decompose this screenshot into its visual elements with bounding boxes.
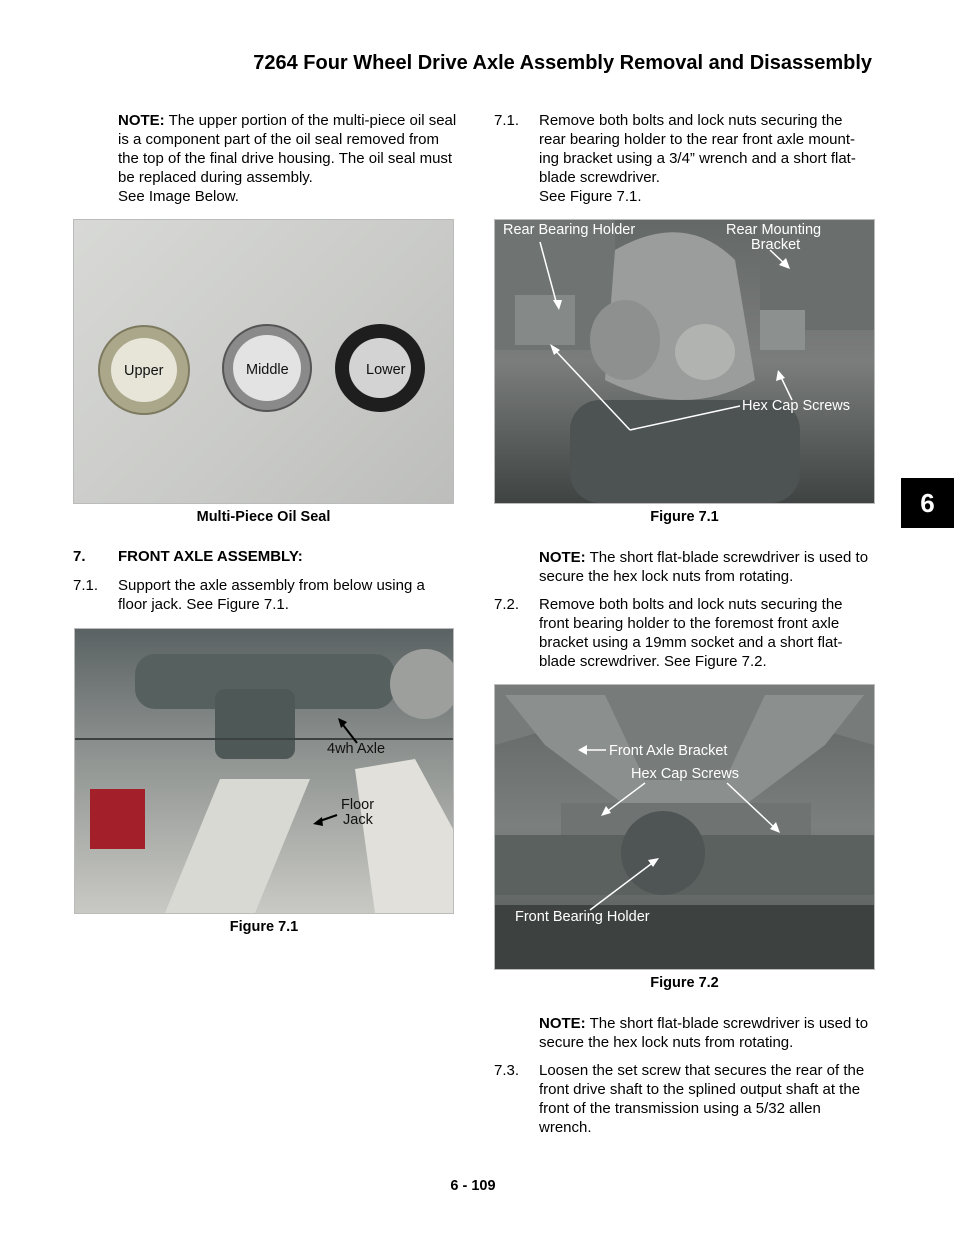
label-rear-bearing-holder: Rear Bearing Holder — [503, 222, 636, 238]
oil-seal-caption: Multi-Piece Oil Seal — [196, 509, 331, 525]
note2-label: NOTE: — [539, 1015, 586, 1032]
page-title: 7264 Four Wheel Drive Axle Assembly Removal and Disassembly — [253, 52, 872, 74]
note-text: The upper portion of the multi-piece oil seal is a component part of the oil seal removed from the top of the final drive housing. The oil seal must be replaced during assembly. — [118, 112, 457, 186]
jack-photo-caption: Figure 7.1 — [229, 919, 299, 935]
right-step2-number: 7.2. — [494, 596, 520, 613]
figure-7-2-photo — [494, 684, 875, 970]
note2-text: The short flat-blade screwdriver is used to secure the hex lock nuts from rotating. — [539, 1015, 869, 1051]
right-step2-text: Remove both bolts and lock nuts securing the front bearing holder to the foremost front axle bracket using a 19mm socket and a short flat-blade screwdriver. See Figure 7.2. — [539, 596, 843, 670]
right-step1-text: Remove both bolts and lock nuts securing the rear bearing holder to the rear front axle mount-ing bracket using a 3/4” wrench and a short flat-blade screwdriver. — [539, 112, 856, 186]
note1-label: NOTE: — [539, 549, 586, 566]
section-title: FRONT AXLE ASSEMBLY: — [118, 548, 303, 565]
figure-7-1-arrows — [495, 220, 874, 503]
page-number: 6 - 109 — [450, 1178, 496, 1194]
figure-7-1-caption: Figure 7.1 — [650, 509, 719, 525]
label-front-axle-bracket: Front Axle Bracket — [609, 743, 728, 759]
label-floor: Floor — [341, 797, 375, 813]
seal-label-middle: Middle — [246, 362, 289, 378]
right-note2 — [539, 1014, 871, 1052]
jack-photo — [74, 628, 454, 914]
left-step-text: Support the axle assembly from below using a floor jack. See Figure 7.1. — [118, 577, 425, 613]
right-step3-number: 7.3. — [494, 1062, 520, 1079]
right-step3-text: Loosen the set screw that secures the rear of the front drive shaft to the splined output shaft at the front of the transmission using a 5/32 allen wrench. — [539, 1062, 865, 1136]
seal-label-lower: Lower — [366, 362, 406, 378]
figure-7-1-photo — [494, 219, 875, 504]
section-number: 7. — [73, 548, 86, 565]
note1-text: The short flat-blade screwdriver is used to secure the hex lock nuts from rotating. — [539, 549, 869, 585]
label-4wh-axle: 4wh Axle — [327, 741, 386, 757]
chapter-tab[interactable]: 6 — [901, 478, 954, 528]
right-step1-see: See Figure 7.1. — [539, 188, 642, 205]
figure-7-2-arrows — [495, 685, 874, 969]
note-oil-seal — [118, 111, 458, 206]
note-see: See Image Below. — [118, 188, 239, 205]
right-step1-number: 7.1. — [494, 112, 520, 129]
jack-photo-arrows — [75, 629, 453, 913]
figure-7-2-caption: Figure 7.2 — [650, 975, 719, 991]
label-jack: Jack — [343, 812, 373, 828]
left-step-number: 7.1. — [73, 577, 99, 594]
note-label: NOTE: — [118, 112, 165, 129]
label-rear-mounting: Rear Mounting — [726, 222, 822, 238]
seal-label-upper: Upper — [124, 363, 164, 379]
label-front-bearing-holder: Front Bearing Holder — [515, 909, 650, 925]
label-bracket: Bracket — [751, 237, 801, 253]
right-note1 — [539, 548, 871, 586]
oil-seal-photo — [73, 219, 454, 504]
right-step1 — [539, 111, 871, 206]
label-hex-cap-screws: Hex Cap Screws — [742, 398, 850, 414]
label-hex-cap-screws-2: Hex Cap Screws — [631, 766, 739, 782]
